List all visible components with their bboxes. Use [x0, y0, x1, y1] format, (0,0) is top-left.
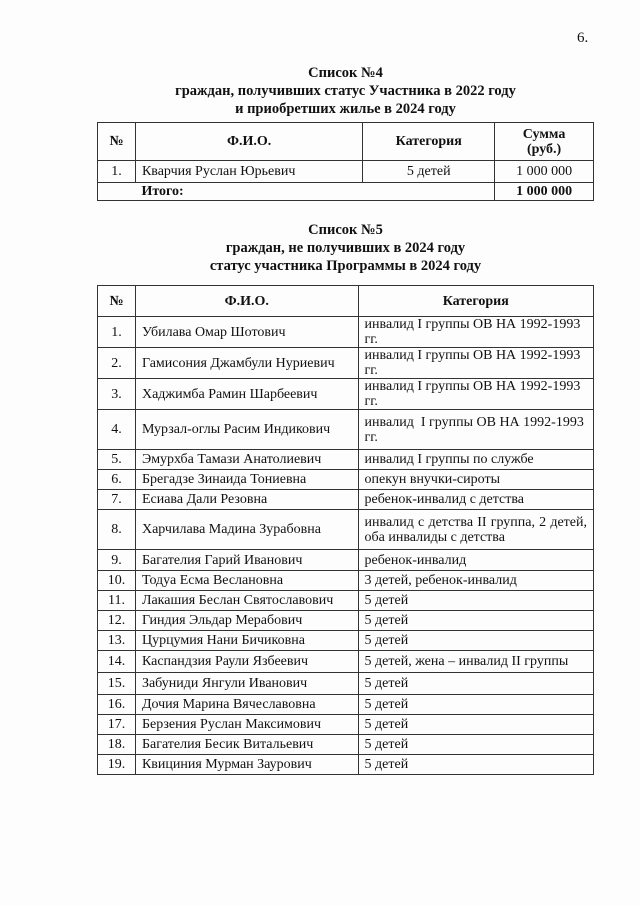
- row-number: 18.: [98, 735, 136, 755]
- row-number: 9.: [98, 550, 136, 571]
- row-number: 7.: [98, 490, 136, 510]
- col-number-header: №: [98, 123, 136, 161]
- list4-subtitle-2: и приобретших жилье в 2024 году: [235, 101, 456, 117]
- row-category: 5 детей: [358, 755, 593, 775]
- row-category: 5 детей: [358, 611, 593, 631]
- row-category: 5 детей, жена – инвалид II группы: [358, 651, 593, 673]
- row-name: Убилава Омар Шотович: [135, 317, 358, 348]
- row-number: 10.: [98, 571, 136, 591]
- row-category: 5 детей: [358, 631, 593, 651]
- row-name: Гиндия Эльдар Мерабович: [135, 611, 358, 631]
- row-category: 5 детей: [358, 695, 593, 715]
- row-name: Хаджимба Рамин Шарбеевич: [135, 379, 358, 410]
- col-name-header: Ф.И.О.: [135, 286, 358, 317]
- list5-title: Список №5: [308, 222, 383, 238]
- list5-heading: [97, 221, 594, 275]
- row-number: 13.: [98, 631, 136, 651]
- row-name: Лакашия Беслан Святославович: [135, 591, 358, 611]
- table-row: [98, 470, 594, 490]
- list4-table: [97, 122, 594, 201]
- row-category: инвалид I группы ОВ НА 1992-1993 гг.: [358, 348, 593, 379]
- list4-subtitle-1: граждан, получивших статус Участника в 2022 году: [175, 83, 516, 99]
- table-row: [98, 317, 594, 348]
- sum-header-line2: (руб.): [526, 141, 562, 157]
- total-row: [98, 183, 594, 201]
- table-row: [98, 735, 594, 755]
- page-number: 6.: [577, 30, 589, 46]
- sum-header-line1: Сумма: [522, 126, 566, 142]
- table-row: [98, 591, 594, 611]
- row-number: 3.: [98, 379, 136, 410]
- row-name: Харчилава Мадина Зурабовна: [135, 510, 358, 550]
- row-name: Есиава Дали Резовна: [135, 490, 358, 510]
- row-name: Квициния Мурман Заурович: [135, 755, 358, 775]
- row-name: Забуниди Янгули Иванович: [135, 673, 358, 695]
- table-row: [98, 450, 594, 470]
- row-number: 11.: [98, 591, 136, 611]
- list5-header-row: [98, 286, 594, 317]
- total-value: 1 000 000: [495, 183, 594, 201]
- table-row: [98, 379, 594, 410]
- table-row: [98, 673, 594, 695]
- list4-heading: [97, 64, 594, 118]
- table-row: [98, 755, 594, 775]
- row-number: 1.: [98, 317, 136, 348]
- row-number: 15.: [98, 673, 136, 695]
- col-category-header: Категория: [363, 123, 495, 161]
- list5-table: [97, 285, 594, 775]
- row-category: 3 детей, ребенок-инвалид: [358, 571, 593, 591]
- row-name: Эмурхба Тамази Анатолиевич: [135, 450, 358, 470]
- row-category: инвалид I группы по службе: [358, 450, 593, 470]
- row-number: 16.: [98, 695, 136, 715]
- col-number-header: №: [98, 286, 136, 317]
- row-name: Каспандзия Раули Язбеевич: [135, 651, 358, 673]
- row-number: 12.: [98, 611, 136, 631]
- row-name: Кварчия Руслан Юрьевич: [135, 161, 362, 183]
- row-name: Цурцумия Нани Бичиковна: [135, 631, 358, 651]
- row-category: инвалид I группы ОВ НА 1992-1993 гг.: [358, 379, 593, 410]
- table-row: [98, 715, 594, 735]
- col-name-header: Ф.И.О.: [135, 123, 362, 161]
- row-number: 2.: [98, 348, 136, 379]
- row-number: 1.: [98, 161, 136, 183]
- table-row: [98, 695, 594, 715]
- col-category-header: Категория: [358, 286, 593, 317]
- table-row: [98, 631, 594, 651]
- row-number: 19.: [98, 755, 136, 775]
- col-sum-header: [495, 123, 594, 161]
- row-name: Дочия Марина Вячеславовна: [135, 695, 358, 715]
- list5-subtitle-1: граждан, не получивших в 2024 году: [225, 240, 466, 256]
- table-row: [98, 510, 594, 550]
- row-category: 5 детей: [358, 715, 593, 735]
- row-category: ребенок-инвалид с детства: [358, 490, 593, 510]
- table-row: [98, 651, 594, 673]
- table-row: [98, 410, 594, 450]
- table-row: [98, 161, 594, 183]
- row-name: Гамисония Джамбули Нуриевич: [135, 348, 358, 379]
- row-name: Мурзал-оглы Расим Индикович: [135, 410, 358, 450]
- list4-header-row: [98, 123, 594, 161]
- row-name: Тодуа Есма Веслановна: [135, 571, 358, 591]
- list4-title: Список №4: [308, 65, 383, 81]
- row-sum: 1 000 000: [495, 161, 594, 183]
- row-category: 5 детей: [358, 591, 593, 611]
- row-number: 6.: [98, 470, 136, 490]
- table-row: [98, 348, 594, 379]
- total-spacer: [98, 183, 136, 201]
- row-category: инвалид I группы ОВ НА 1992-1993 гг.: [358, 317, 593, 348]
- row-category: опекун внучки-сироты: [358, 470, 593, 490]
- row-category: инвалид с детства II группа, 2 детей, оба инвалиды с детства: [358, 510, 593, 550]
- row-name: Берзения Руслан Максимович: [135, 715, 358, 735]
- row-category: инвалид I группы ОВ НА 1992-1993 гг.: [358, 410, 593, 450]
- row-number: 14.: [98, 651, 136, 673]
- row-name: Багателия Бесик Витальевич: [135, 735, 358, 755]
- row-category: 5 детей: [358, 673, 593, 695]
- total-label: Итого:: [135, 183, 494, 201]
- row-category: 5 детей: [358, 735, 593, 755]
- row-name: Багателия Гарий Иванович: [135, 550, 358, 571]
- table-row: [98, 571, 594, 591]
- table-row: [98, 611, 594, 631]
- row-number: 4.: [98, 410, 136, 450]
- row-number: 17.: [98, 715, 136, 735]
- table-row: [98, 490, 594, 510]
- row-category: ребенок-инвалид: [358, 550, 593, 571]
- row-number: 8.: [98, 510, 136, 550]
- row-category: 5 детей: [363, 161, 495, 183]
- row-number: 5.: [98, 450, 136, 470]
- table-row: [98, 550, 594, 571]
- row-name: Брегадзе Зинаида Тониевна: [135, 470, 358, 490]
- list5-subtitle-2: статус участника Программы в 2024 году: [209, 258, 482, 274]
